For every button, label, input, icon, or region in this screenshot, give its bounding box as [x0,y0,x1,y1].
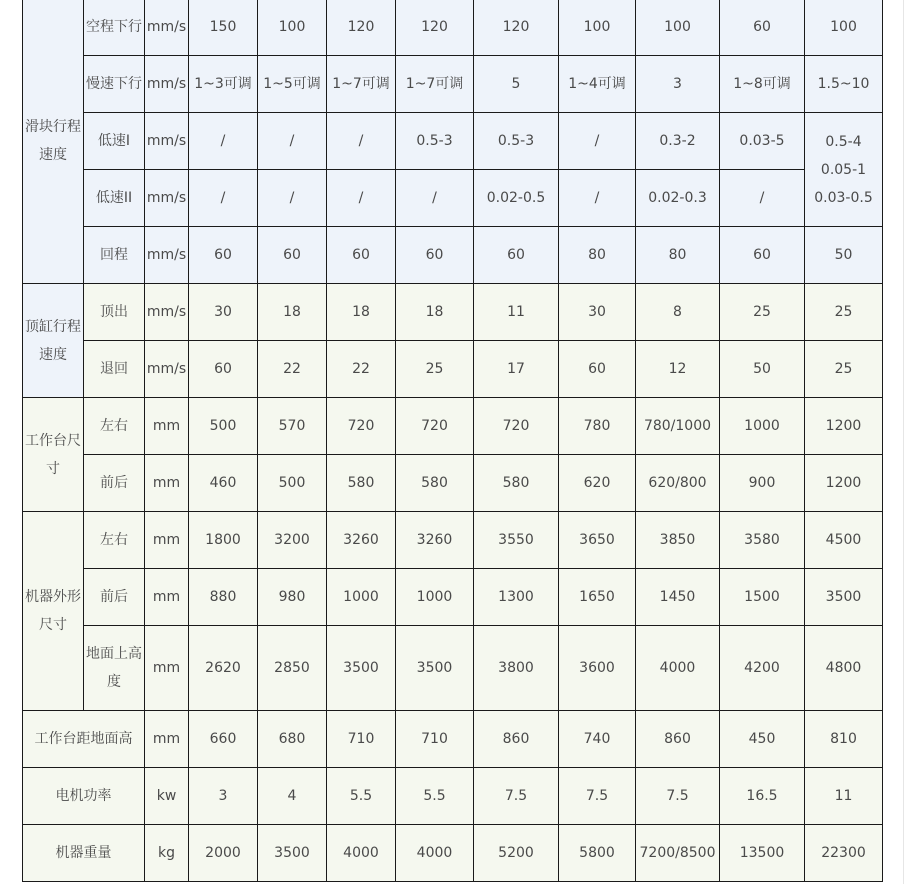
row-label: 左右 [84,398,145,455]
value-cell: 7.5 [636,768,720,825]
value-cell: / [559,113,636,170]
value-cell: 60 [720,227,805,284]
value-cell: 1~5可调 [258,56,327,113]
value-line: 0.03-0.5 [814,189,873,206]
value-cell: 7200/8500 [636,825,720,882]
row-label: 回程 [84,227,145,284]
value-cell: 0.03-5 [720,113,805,170]
row-label: 工作台距地面高 [23,711,145,768]
group-label: 顶缸行程速度 [23,284,84,398]
value-cell: 60 [720,0,805,56]
value-cell: 60 [396,227,474,284]
unit-cell: kw [145,768,189,825]
value-cell: 780 [559,398,636,455]
value-cell: 2000 [189,825,258,882]
value-cell: 120 [396,0,474,56]
unit-cell: mm [145,455,189,512]
value-cell: 500 [258,455,327,512]
value-cell: 25 [396,341,474,398]
value-cell: 1~8可调 [720,56,805,113]
value-cell: 570 [258,398,327,455]
value-cell: 1~7可调 [396,56,474,113]
value-cell: 60 [258,227,327,284]
value-cell: 0.5-3 [474,113,559,170]
value-cell: 5800 [559,825,636,882]
table-row [23,56,883,113]
value-cell: / [189,170,258,227]
value-cell: 980 [258,569,327,626]
value-cell: 660 [189,711,258,768]
value-cell: 810 [805,711,883,768]
value-cell: 18 [258,284,327,341]
value-cell: / [720,170,805,227]
value-cell: 1500 [720,569,805,626]
value-cell: / [189,113,258,170]
unit-cell: kg [145,825,189,882]
row-label: 地面上高度 [84,626,145,711]
value-cell: 780/1000 [636,398,720,455]
value-cell: 60 [189,227,258,284]
value-cell: 3650 [559,512,636,569]
row-label: 退回 [84,341,145,398]
value-cell: 3500 [805,569,883,626]
value-cell: 1.5~10 [805,56,883,113]
value-cell: 720 [396,398,474,455]
value-cell: 50 [720,341,805,398]
value-cell: 620 [559,455,636,512]
value-cell: 11 [805,768,883,825]
table-row [23,113,883,170]
value-cell: 0.3-2 [636,113,720,170]
value-cell: 0.5-3 [396,113,474,170]
row-label: 电机功率 [23,768,145,825]
value-cell: 100 [559,0,636,56]
value-cell: 13500 [720,825,805,882]
value-cell: 460 [189,455,258,512]
value-cell: 4000 [636,626,720,711]
unit-cell: mm/s [145,284,189,341]
value-cell: 3260 [396,512,474,569]
row-label: 前后 [84,455,145,512]
table-row [23,768,883,825]
value-cell: 25 [720,284,805,341]
value-cell: 500 [189,398,258,455]
unit-cell: mm/s [145,0,189,56]
value-cell: 22 [327,341,396,398]
value-cell: 3500 [396,626,474,711]
value-cell: 100 [636,0,720,56]
value-cell: 50 [805,227,883,284]
value-cell: 580 [327,455,396,512]
value-cell: 80 [636,227,720,284]
value-cell: 620/800 [636,455,720,512]
value-cell: 5200 [474,825,559,882]
value-cell: 4000 [396,825,474,882]
spec-table [22,0,883,882]
row-label: 空程下行 [84,0,145,56]
unit-cell: mm/s [145,113,189,170]
unit-cell: mm/s [145,341,189,398]
value-cell: 3 [189,768,258,825]
value-line: 0.5-4 [825,133,862,150]
value-cell: 3550 [474,512,559,569]
value-cell: 5.5 [396,768,474,825]
unit-cell: mm/s [145,170,189,227]
value-cell: 100 [258,0,327,56]
row-label: 前后 [84,569,145,626]
value-cell: 3800 [474,626,559,711]
value-cell: / [559,170,636,227]
value-cell: / [327,113,396,170]
table-row [23,626,883,711]
row-label: 低速I [84,113,145,170]
value-cell: 1~4可调 [559,56,636,113]
table-row [23,284,883,341]
value-cell: 1200 [805,455,883,512]
value-cell: / [258,170,327,227]
group-label: 机器外形尺寸 [23,512,84,711]
table-row [23,512,883,569]
table-row [23,398,883,455]
value-cell: 710 [327,711,396,768]
unit-cell: mm [145,711,189,768]
row-label: 左右 [84,512,145,569]
value-cell: 3500 [327,626,396,711]
value-cell: 450 [720,711,805,768]
value-cell: / [258,113,327,170]
value-cell: / [327,170,396,227]
table-row [23,455,883,512]
value-cell: 1650 [559,569,636,626]
table-row [23,825,883,882]
value-cell: 580 [474,455,559,512]
value-line: 0.05-1 [820,161,867,178]
unit-cell: mm [145,398,189,455]
value-cell: 3500 [258,825,327,882]
value-cell: 1300 [474,569,559,626]
value-cell: 720 [474,398,559,455]
value-cell: 18 [327,284,396,341]
value-cell: 30 [189,284,258,341]
value-cell: 3580 [720,512,805,569]
value-cell: 1200 [805,398,883,455]
table-row [23,0,883,56]
value-cell: 2850 [258,626,327,711]
group-label: 滑块行程速度 [23,0,84,284]
value-cell: 80 [559,227,636,284]
value-cell: 0.02-0.3 [636,170,720,227]
value-cell: 5.5 [327,768,396,825]
value-cell: 8 [636,284,720,341]
value-cell: 11 [474,284,559,341]
value-cell: 720 [327,398,396,455]
row-label: 低速II [84,170,145,227]
unit-cell: mm [145,569,189,626]
value-cell: 22300 [805,825,883,882]
value-cell: 60 [559,341,636,398]
row-label: 顶出 [84,284,145,341]
unit-cell: mm/s [145,227,189,284]
table-row [23,170,883,227]
value-cell: 1000 [396,569,474,626]
table-row [23,569,883,626]
value-cell: 120 [327,0,396,56]
value-cell: 3 [636,56,720,113]
value-cell: 12 [636,341,720,398]
value-cell: 60 [474,227,559,284]
value-cell: 60 [189,341,258,398]
value-cell: 4200 [720,626,805,711]
value-cell: 7.5 [559,768,636,825]
value-cell: 1000 [327,569,396,626]
value-cell: 4000 [327,825,396,882]
value-cell: 5 [474,56,559,113]
value-cell: 860 [636,711,720,768]
value-cell: 710 [396,711,474,768]
row-label: 机器重量 [23,825,145,882]
value-cell: 2620 [189,626,258,711]
table-row [23,227,883,284]
value-cell: 22 [258,341,327,398]
value-cell: 4500 [805,512,883,569]
value-cell: 3260 [327,512,396,569]
unit-cell: mm/s [145,56,189,113]
value-cell: 1800 [189,512,258,569]
value-cell: 680 [258,711,327,768]
value-cell: 3600 [559,626,636,711]
table-row [23,341,883,398]
value-cell: 860 [474,711,559,768]
value-cell: 16.5 [720,768,805,825]
value-cell: 120 [474,0,559,56]
value-cell: 60 [327,227,396,284]
value-cell: / [396,170,474,227]
value-cell: 17 [474,341,559,398]
value-cell: 30 [559,284,636,341]
group-label: 工作台尺寸 [23,398,84,512]
value-cell: 1~3可调 [189,56,258,113]
value-cell: 150 [189,0,258,56]
value-cell: 1000 [720,398,805,455]
value-cell: 3200 [258,512,327,569]
value-cell: 25 [805,284,883,341]
table-row [23,711,883,768]
value-cell: 4800 [805,626,883,711]
unit-cell: mm [145,626,189,711]
value-cell: 25 [805,341,883,398]
value-cell: 4 [258,768,327,825]
value-cell: 1~7可调 [327,56,396,113]
value-cell: 580 [396,455,474,512]
value-cell: 900 [720,455,805,512]
value-cell: 0.02-0.5 [474,170,559,227]
value-cell: 740 [559,711,636,768]
value-cell: 1450 [636,569,720,626]
value-cell: 18 [396,284,474,341]
value-cell: 100 [805,0,883,56]
value-cell: 7.5 [474,768,559,825]
value-cell: 3850 [636,512,720,569]
row-label: 慢速下行 [84,56,145,113]
value-cell-merged [805,113,883,227]
unit-cell: mm [145,512,189,569]
value-cell: 880 [189,569,258,626]
